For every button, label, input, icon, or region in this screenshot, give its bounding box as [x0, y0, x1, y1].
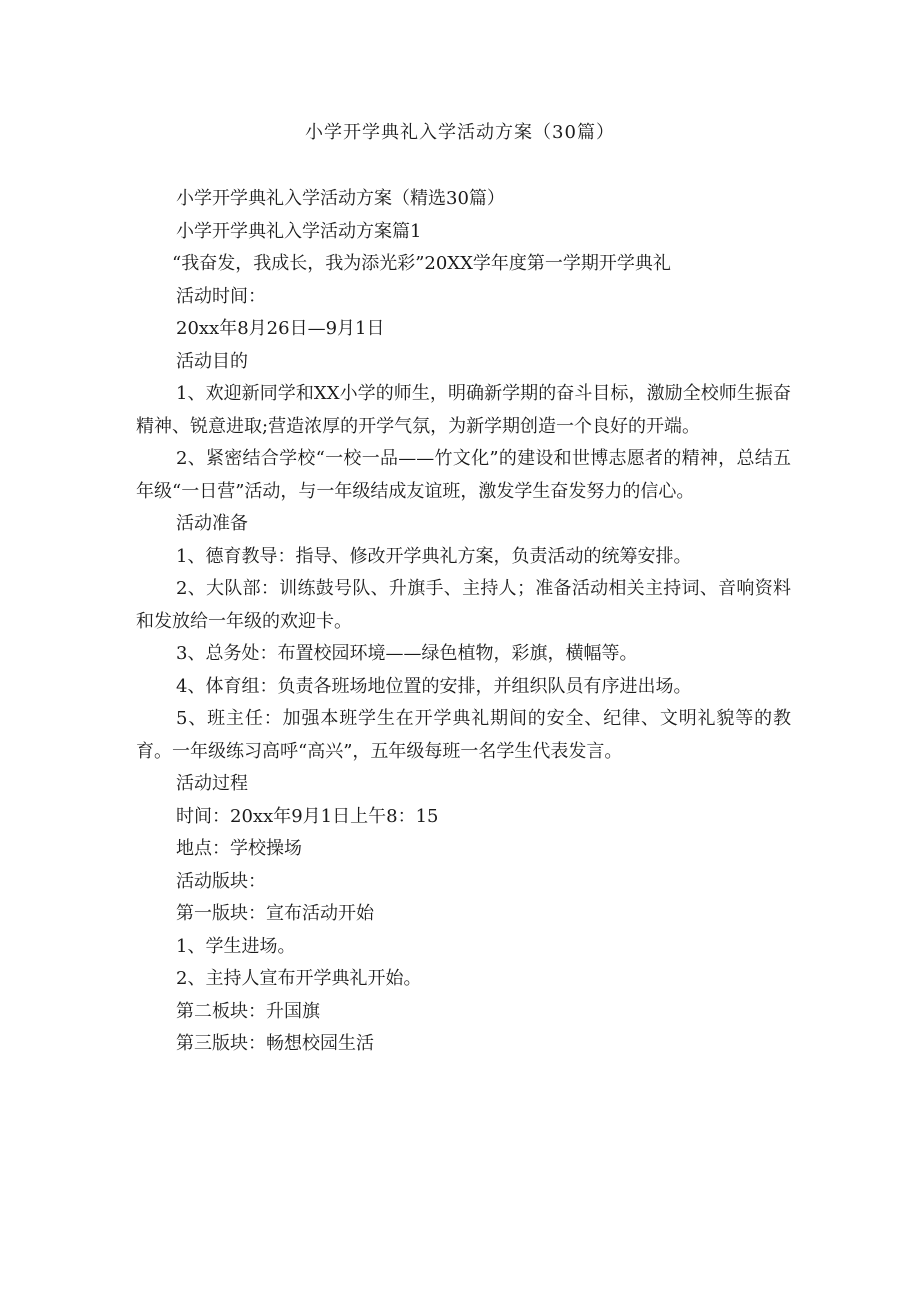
subtitle-line: 小学开学典礼入学活动方案（精选30篇） [176, 188, 505, 209]
block-1-item-1: 1、学生进场。 [176, 935, 296, 957]
section-heading: 小学开学典礼入学活动方案篇1 [176, 220, 422, 242]
activity-time-label: 活动时间： [176, 285, 266, 307]
process-time: 时间：20xx年9月1日上午8：15 [176, 805, 439, 827]
process-heading: 活动过程 [176, 773, 248, 794]
preparation-heading: 活动准备 [176, 513, 248, 534]
block-1-item-2: 2、主持人宣布开学典礼开始。 [176, 968, 422, 989]
block-1-heading: 第一版块：宣布活动开始 [176, 903, 374, 924]
preparation-item-2: 2、大队部：训练鼓号队、升旗手、主持人；准备活动相关主持词、音响资料和发放给一年级的欢迎卡。 [136, 578, 791, 632]
purpose-item-2: 2、紧密结合学校“一校一品——竹文化”的建设和世博志愿者的精神，总结五年级“一日营”活动，与一年级结成友谊班，激发学生奋发努力的信心。 [136, 448, 791, 502]
process-blocks-label: 活动版块： [176, 870, 266, 892]
document-title: 小学开学典礼入学活动方案（30篇） [305, 122, 615, 143]
activity-time-value: 20xx年8月26日—9月1日 [176, 318, 385, 339]
purpose-heading: 活动目的 [176, 350, 248, 372]
event-theme: “我奋发，我成长，我为添光彩”20XX学年度第一学期开学典礼 [172, 253, 671, 274]
purpose-item-1: 1、欢迎新同学和XX小学的师生，明确新学期的奋斗目标，激励全校师生振奋精神、锐意进取;营造浓厚的开学气氛，为新学期创造一个良好的开端。 [136, 383, 791, 437]
preparation-item-4: 4、体育组：负责各班场地位置的安排，并组织队员有序进出场。 [176, 675, 692, 697]
block-3-heading: 第三版块：畅想校园生活 [176, 1033, 374, 1054]
preparation-item-3: 3、总务处：布置校园环境——绿色植物，彩旗，横幅等。 [176, 643, 638, 664]
preparation-item-5: 5、班主任：加强本班学生在开学典礼期间的安全、纪律、文明礼貌等的教育。一年级练习高呼“高兴”，五年级每班一名学生代表发言。 [136, 708, 791, 762]
preparation-item-1: 1、德育教导：指导、修改开学典礼方案，负责活动的统筹安排。 [176, 545, 692, 567]
document-body [136, 183, 791, 1061]
process-location: 地点：学校操场 [176, 838, 302, 859]
block-2-heading: 第二板块：升国旗 [176, 1000, 320, 1022]
